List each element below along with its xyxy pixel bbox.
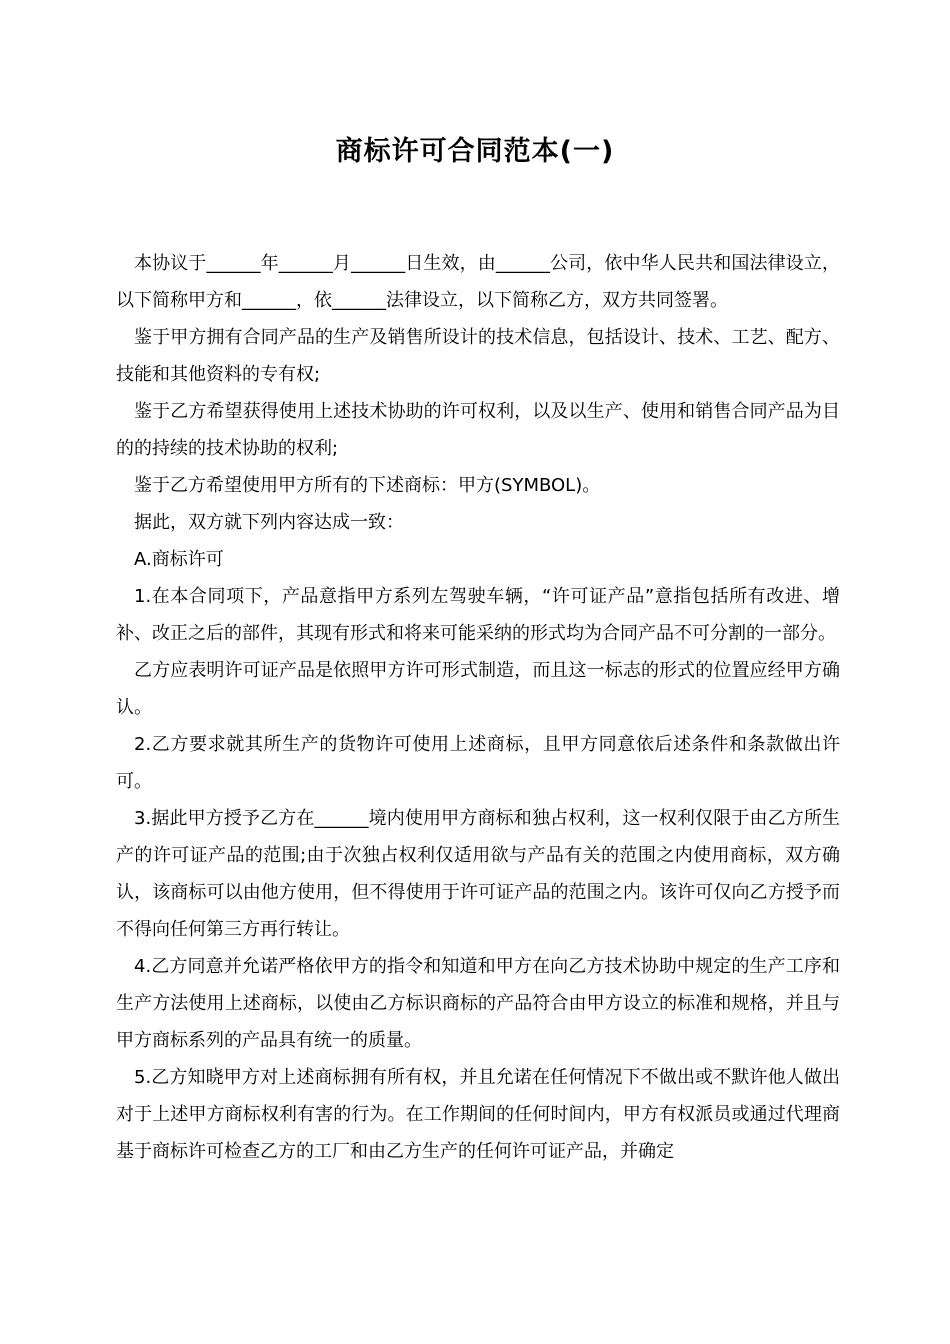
- paragraph-recital-trademark: 鉴于乙方希望使用甲方所有的下述商标：甲方(SYMBOL)。: [134, 475, 601, 496]
- clause-4: 4.乙方同意并允诺严格依甲方的指令和知道和甲方在向乙方技术协助中规定的生产工序和生产方法使用上述商标，以使由乙方标识商标的产品符合由甲方设立的标准和规格，并且与甲方商标系列的产品具有统一的质量。: [116, 956, 840, 1051]
- section-heading-trademark-license: A.商标许可: [134, 549, 224, 570]
- paragraph-agreement: 据此，双方就下列内容达成一致：: [134, 512, 404, 533]
- clause-5: 5.乙方知晓甲方对上述商标拥有所有权，并且允诺在任何情况下不做出或不默许他人做出对于上述甲方商标权利有害的行为。在工作期间的任何时间内，甲方有权派员或通过代理商基于商标许可检查乙方的工厂和由乙方生产的任何许可证产品，并确定: [116, 1067, 840, 1162]
- clause-3: 3.据此甲方授予乙方在______境内使用甲方商标和独占权利，这一权利仅限于由乙方所生产的许可证产品的范围;由于次独占权利仅适用欲与产品有关的范围之内使用商标，双方确认，该商标可以由他方使用，但不得使用于许可证产品的范围之内。该许可仅向乙方授予而不得向任何第三方再行转让。: [116, 808, 840, 940]
- paragraph-effective-date: 本协议于______年______月______日生效，由______公司，依中华人民共和国法律设立，以下简称甲方和______，依______法律设立，以下简称乙方，双方共同签署。: [116, 253, 840, 311]
- clause-1: 1.在本合同项下，产品意指甲方系列左驾驶车辆，“许可证产品”意指包括所有改进、增补、改正之后的部件，其现有形式和将来可能采纳的形式均为合同产品不可分割的一部分。: [116, 586, 840, 644]
- document-title: 商标许可合同范本(一): [335, 136, 615, 167]
- clause-2: 2.乙方要求就其所生产的货物许可使用上述商标，且甲方同意依后述条件和条款做出许可。: [116, 734, 840, 792]
- clause-1-supplement: 乙方应表明许可证产品是依照甲方许可形式制造，而且这一标志的形式的位置应经甲方确认。: [116, 660, 840, 718]
- paragraph-recital-party-b-technical: 鉴于乙方希望获得使用上述技术协助的许可权利，以及以生产、使用和销售合同产品为目的的持续的技术协助的权利;: [116, 401, 840, 459]
- paragraph-recital-party-a: 鉴于甲方拥有合同产品的生产及销售所设计的技术信息，包括设计、技术、工艺、配方、技能和其他资料的专有权;: [116, 327, 840, 385]
- document-body: [116, 245, 840, 1170]
